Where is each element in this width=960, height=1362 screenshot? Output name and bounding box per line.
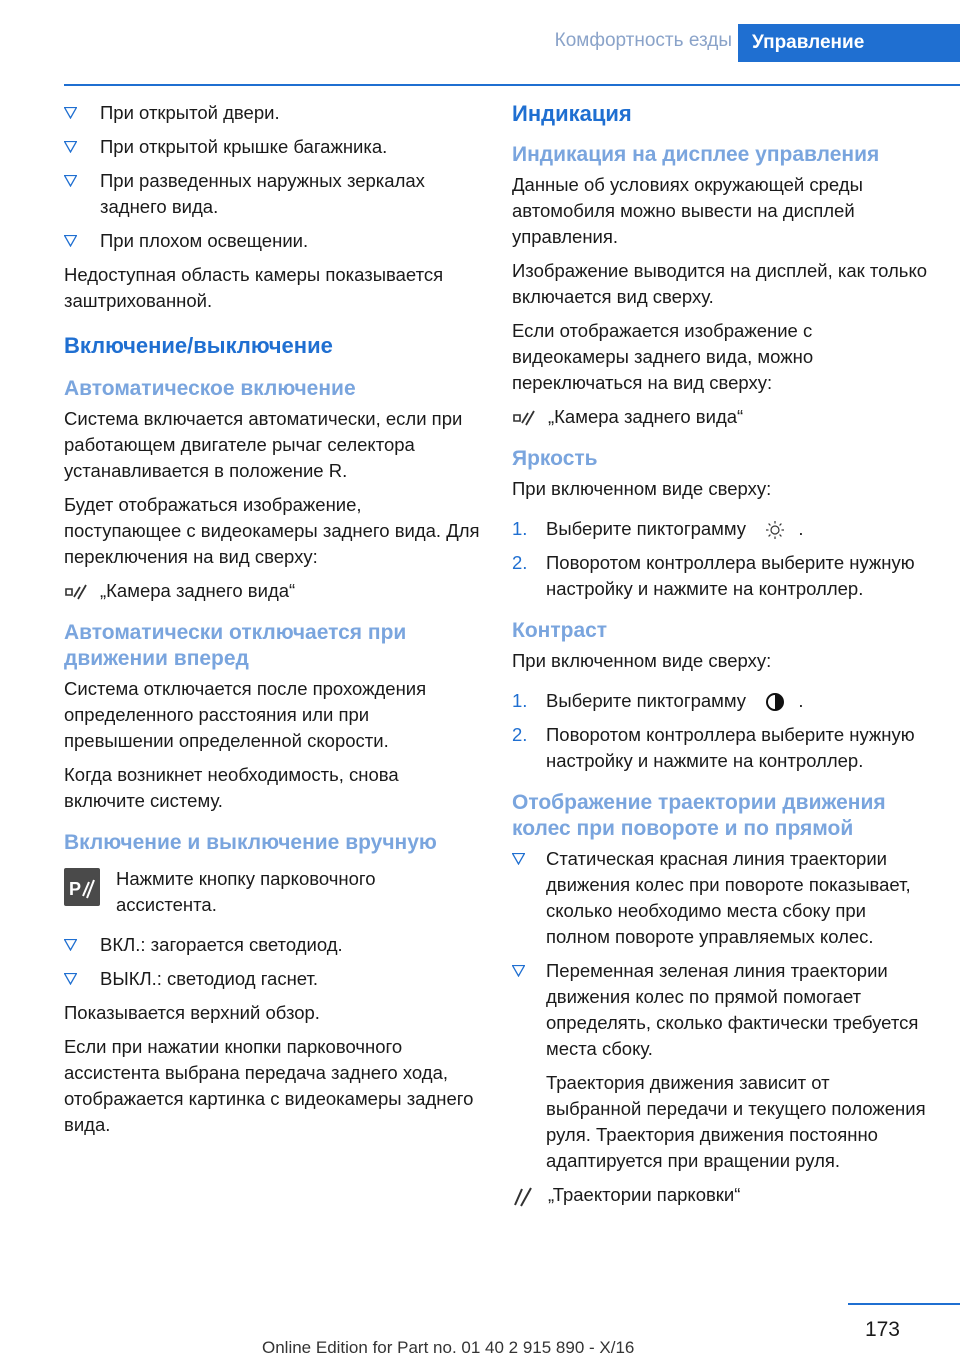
camera-option: „Камера заднего вида“ bbox=[64, 578, 480, 604]
list-item: 2. Поворотом контроллера выберите нужную настройку и нажмите на контроллер. bbox=[512, 724, 915, 771]
list-item: При открытой крышке багажника. bbox=[64, 134, 480, 160]
triangle-bullet-icon bbox=[64, 141, 77, 153]
svg-text:P: P bbox=[69, 879, 82, 899]
triangle-bullet-icon bbox=[64, 107, 77, 119]
paragraph-only-top: Изображение выводится на дисплей, как только включается вид сверху. bbox=[512, 260, 928, 307]
subheading-display: Индикация на дисплее управления bbox=[512, 143, 880, 166]
paragraph-switch: Если отображается изображение с видеокамеры заднего вида, можно переключаться на вид сверху: bbox=[512, 320, 814, 393]
paragraph-contrast: При включенном виде сверху: bbox=[512, 650, 772, 671]
camera-option: „Камера заднего вида“ bbox=[512, 404, 928, 430]
paragraph-again: Когда возникнет необходимость, снова включите систему. bbox=[64, 764, 399, 811]
paragraph-hatched: Недоступная область камеры показывается заштрихованной. bbox=[64, 264, 444, 311]
header-section-title: Комфортность езды bbox=[554, 30, 732, 51]
brightness-icon bbox=[765, 520, 785, 540]
list-item: При разведенных наружных зеркалах заднего вида. bbox=[64, 168, 480, 220]
heading-indication: Индикация bbox=[512, 101, 632, 126]
footer-rule bbox=[848, 1303, 960, 1305]
list-item: При плохом освещении. bbox=[64, 228, 480, 254]
subheading-auto-off: Автоматически отключается при движении вперед bbox=[64, 621, 407, 670]
paragraph-image: Будет отображаться изображение, поступающее с видеокамеры заднего вида. Для переключения на вид сверху: bbox=[64, 494, 480, 567]
page-number: 173 bbox=[864, 1318, 900, 1341]
triangle-bullet-icon bbox=[512, 853, 525, 865]
header-chapter-tab: Управление bbox=[738, 24, 960, 62]
parking-trajectory-icon bbox=[512, 1185, 534, 1207]
parking-assistant-button-row: P Нажмите кнопку парковочного ассистента. bbox=[64, 866, 480, 918]
list-item: ВЫКЛ.: светодиод гаснет. bbox=[64, 966, 480, 992]
right-column bbox=[512, 100, 928, 1216]
subheading-manual: Включение и выключение вручную bbox=[64, 831, 437, 854]
list-item: ВКЛ.: загорается светодиод. bbox=[64, 932, 480, 958]
parking-assistant-button-icon bbox=[64, 868, 100, 906]
heading-onoff: Включение/выключение bbox=[64, 333, 333, 358]
list-item: При открытой двери. bbox=[64, 100, 480, 126]
rear-camera-icon bbox=[512, 407, 538, 429]
list-item: 2. Поворотом контроллера выберите нужную настройку и нажмите на контроллер. bbox=[512, 552, 915, 599]
triangle-bullet-icon bbox=[64, 939, 77, 951]
trajectory-option: „Траектории парковки“ bbox=[512, 1182, 928, 1208]
paragraph-auto-off: Система отключается после прохождения определенного расстояния или при превышении определенной скорости. bbox=[64, 678, 427, 751]
edition-text: Online Edition for Part no. 01 40 2 915 890 - X/16 bbox=[262, 1338, 635, 1357]
subheading-brightness: Яркость bbox=[512, 447, 598, 470]
triangle-bullet-icon bbox=[64, 973, 77, 985]
list-item: 1. Выберите пиктограмму . bbox=[512, 518, 804, 539]
triangle-bullet-icon bbox=[64, 235, 77, 247]
list-item: Переменная зеленая линия траектории движения колес по прямой помогает определять, сколько фактически требуется места сбоку. bbox=[512, 958, 928, 1062]
triangle-bullet-icon bbox=[64, 175, 77, 187]
list-item: Статическая красная линия траектории движения колес при повороте показывает, сколько необходимо места сбоку при полном повороте управляемых колес. bbox=[512, 846, 928, 950]
page-header bbox=[0, 24, 960, 62]
paragraph-brightness: При включенном виде сверху: bbox=[512, 478, 772, 499]
paragraph-top-view: Показывается верхний обзор. bbox=[64, 1002, 320, 1023]
contrast-icon bbox=[765, 692, 785, 712]
subheading-contrast: Контраст bbox=[512, 619, 608, 642]
list-item: 1. Выберите пиктограмму . bbox=[512, 690, 804, 711]
subheading-auto-on: Автоматическое включение bbox=[64, 377, 356, 400]
left-column bbox=[64, 100, 480, 1146]
paragraph-auto-on: Система включается автоматически, если при работающем двигателе рычаг селектора устанавливается в положение R. bbox=[64, 408, 463, 481]
paragraph-traj-dep: Траектория движения зависит от выбранной передачи и текущего положения руля. Траектория движения постоянно адаптируется при вращении руля. bbox=[546, 1072, 926, 1171]
paragraph-env: Данные об условиях окружающей среды автомобиля можно вывести на дисплей управления. bbox=[512, 174, 863, 247]
subheading-trajectory: Отображение траектории движения колес при повороте и по прямой bbox=[512, 791, 886, 840]
triangle-bullet-icon bbox=[512, 965, 525, 977]
paragraph-reverse: Если при нажатии кнопки парковочного ассистента выбрана передача заднего хода, отображается картинка с видеокамеры заднего вида. bbox=[64, 1036, 474, 1135]
header-rule bbox=[64, 84, 960, 86]
rear-camera-icon bbox=[64, 581, 90, 603]
